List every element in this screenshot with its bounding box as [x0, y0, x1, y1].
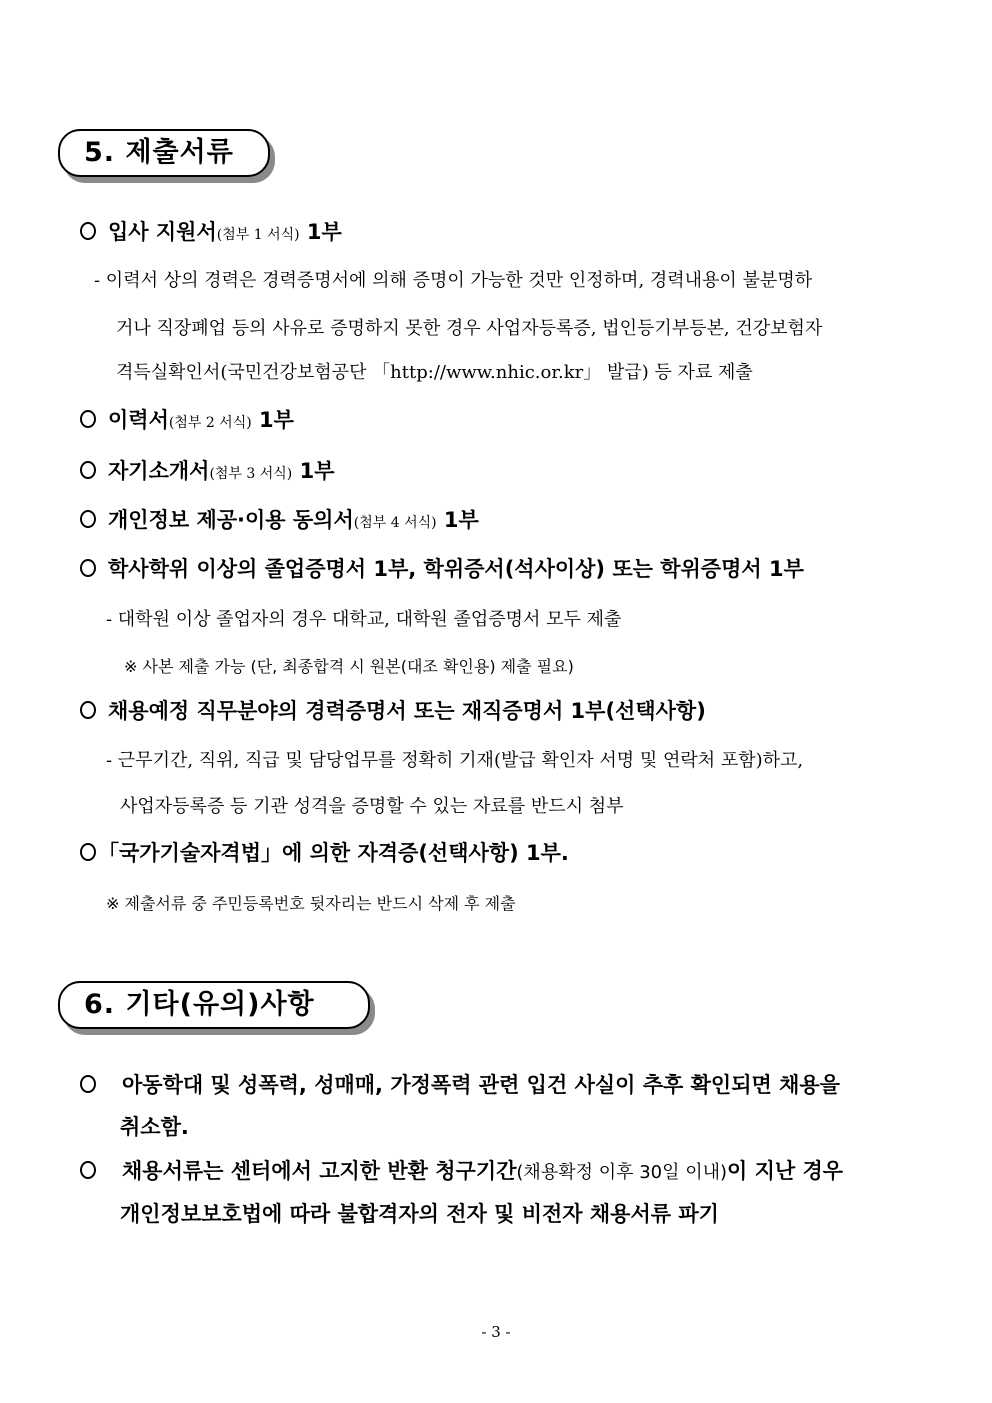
item-note: (채용확정 이후 30일 이내)	[516, 1162, 728, 1183]
section-6-title: 6. 기타(유의)사항	[84, 989, 315, 1020]
footnote: ※ 제출서류 중 주민등록번호 뒷자리는 반드시 삭제 후 제출	[106, 894, 516, 913]
item-note: (첨부 4 서식)	[353, 515, 437, 531]
list-item	[80, 553, 804, 583]
sub-line: 거나 직장폐업 등의 사유로 증명하지 못한 경우 사업자등록증, 법인등기부등본, 건강보험자	[116, 318, 823, 339]
list-item	[80, 504, 479, 534]
circle-bullet-icon	[80, 1161, 96, 1179]
item-main: 이력서	[108, 408, 169, 432]
list-item	[80, 695, 706, 725]
circle-bullet-icon	[80, 1075, 96, 1093]
item-continuation: 취소함.	[120, 1115, 189, 1139]
list-item	[80, 216, 342, 246]
item-suffix: 1부	[299, 220, 342, 244]
item-continuation: 개인정보보호법에 따라 불합격자의 전자 및 비전자 채용서류 파기	[120, 1202, 719, 1226]
item-note: (첨부 2 서식)	[168, 415, 252, 431]
circle-bullet-icon	[80, 222, 96, 240]
circle-bullet-icon	[80, 701, 96, 719]
list-item	[80, 404, 294, 434]
sub-line: - 근무기간, 직위, 직급 및 담당업무를 정확히 기재(발급 확인자 서명 및 연락처 포함)하고,	[106, 750, 804, 771]
item-main: 「국가기술자격법」에 의한 자격증(선택사항) 1부.	[98, 841, 569, 865]
item-main: 개인정보 제공·이용 동의서	[108, 508, 354, 532]
item-main: 입사 지원서	[108, 220, 217, 244]
sub-line: - 대학원 이상 졸업자의 경우 대학교, 대학원 졸업증명서 모두 제출	[106, 609, 622, 630]
item-note: (첨부 1 서식)	[216, 227, 300, 243]
page-number: - 3 -	[481, 1323, 511, 1341]
item-text: 채용서류는 센터에서 고지한 반환 청구기간	[122, 1159, 517, 1183]
item-text-end: 이 지난 경우	[727, 1159, 844, 1183]
section-5-heading	[58, 129, 270, 177]
circle-bullet-icon	[80, 843, 96, 861]
item-suffix: 1부	[436, 508, 479, 532]
item-main: 학사학위 이상의 졸업증명서 1부, 학위증서(석사이상) 또는 학위증명서 1부	[108, 557, 804, 581]
list-item	[80, 1155, 843, 1185]
section-5-title: 5. 제출서류	[84, 137, 234, 168]
circle-bullet-icon	[80, 559, 96, 577]
item-note: (첨부 3 서식)	[209, 466, 293, 482]
item-main: 채용예정 직무분야의 경력증명서 또는 재직증명서 1부(선택사항)	[108, 699, 706, 723]
item-suffix: 1부	[292, 459, 335, 483]
list-item	[80, 455, 334, 485]
circle-bullet-icon	[80, 410, 96, 428]
note-line: ※ 사본 제출 가능 (단, 최종합격 시 원본(대조 확인용) 제출 필요)	[124, 657, 574, 676]
section-6-heading	[58, 981, 370, 1029]
item-main: 자기소개서	[108, 459, 210, 483]
circle-bullet-icon	[80, 461, 96, 479]
sub-line: - 이력서 상의 경력은 경력증명서에 의해 증명이 가능한 것만 인정하며, 경력내용이 불분명하	[94, 270, 813, 291]
item-text: 아동학대 및 성폭력, 성매매, 가정폭력 관련 입건 사실이 추후 확인되면 채용을	[122, 1073, 840, 1097]
sub-line: 사업자등록증 등 기관 성격을 증명할 수 있는 자료를 반드시 첨부	[120, 796, 624, 817]
list-item	[80, 837, 569, 867]
item-suffix: 1부	[251, 408, 294, 432]
sub-line: 격득실확인서(국민건강보험공단 「http://www.nhic.or.kr」 발급) 등 자료 제출	[116, 362, 753, 383]
list-item	[80, 1069, 840, 1099]
circle-bullet-icon	[80, 510, 96, 528]
